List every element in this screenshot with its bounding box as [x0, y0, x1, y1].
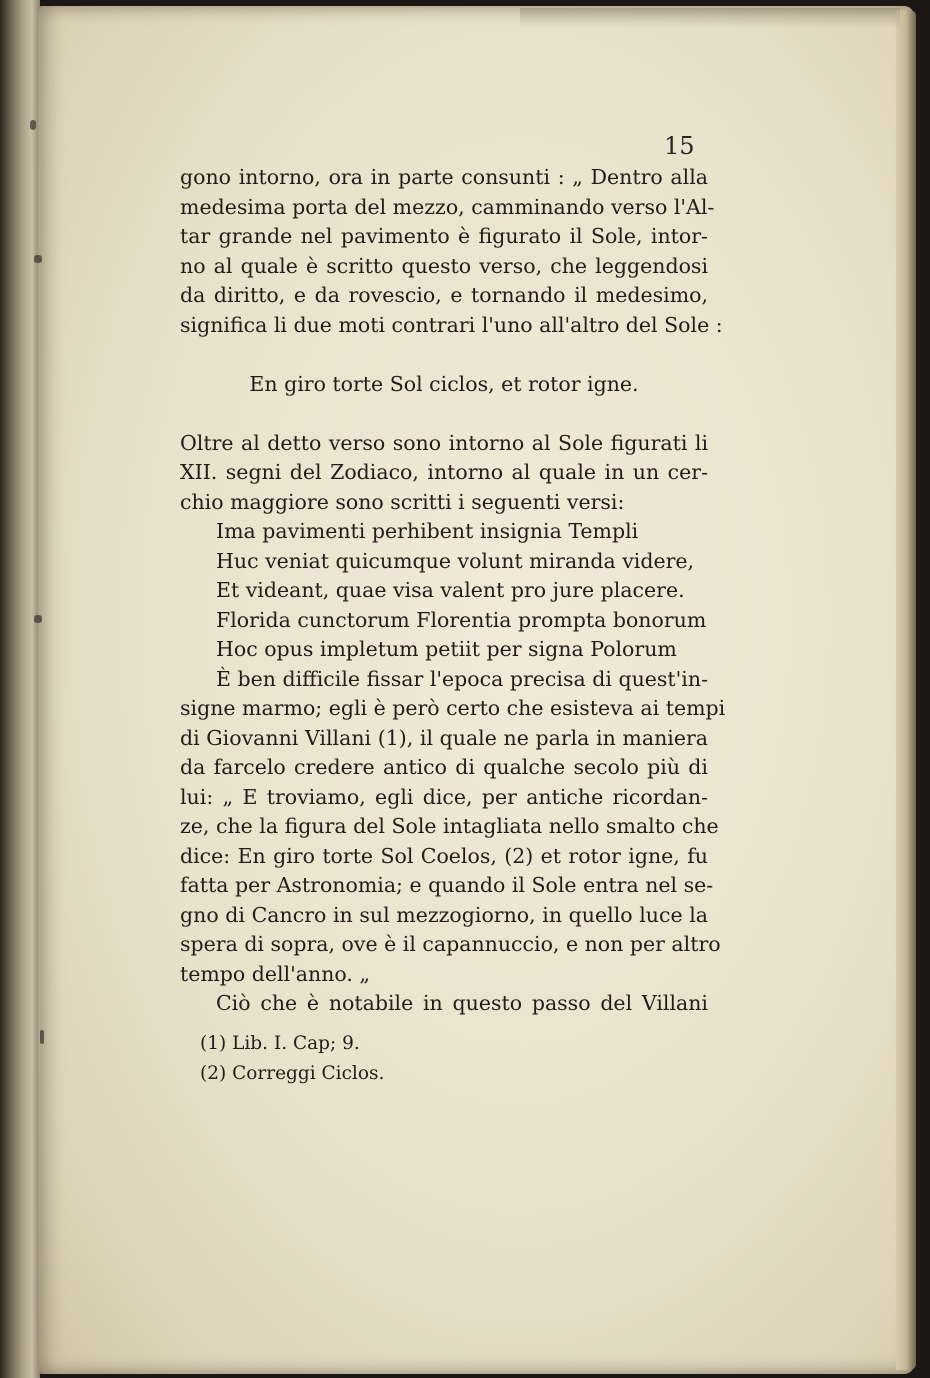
text-line: signe marmo; egli è però certo che esisteva ai tempi	[180, 696, 726, 720]
text-line: spera di sopra, ove è il capannuccio, e non per altro	[180, 932, 721, 956]
page-stain	[520, 8, 900, 28]
text-line: medesima porta del mezzo, camminando verso l'Al-	[180, 194, 715, 219]
text-line: chio maggiore sono scritti i seguenti versi:	[180, 489, 625, 514]
text-line: Ciò che è notabile in questo passo del Villani	[216, 991, 708, 1015]
text-line: dice: En giro torte Sol Coelos, (2) et rotor igne, fu	[180, 843, 708, 868]
verse-line: Hoc opus impletum petiit per signa Polorum	[216, 637, 677, 661]
quoted-verse: En giro torte Sol ciclos, et rotor igne.	[249, 371, 639, 396]
page-number: 15	[664, 132, 695, 160]
left-page-edge	[0, 0, 40, 1378]
text-line: tar grande nel pavimento è figurato il Sole, intor-	[180, 224, 708, 248]
text-line: lui: „ E troviamo, egli dice, per antiche ricordan-	[180, 784, 708, 809]
footnote: (2) Correggi Ciclos.	[200, 1063, 385, 1084]
verse-line: Ima pavimenti perhibent insignia Templi	[216, 519, 639, 543]
text-line: no al quale è scritto questo verso, che leggendosi	[180, 253, 708, 278]
binding-mark	[40, 1030, 44, 1044]
verse-line: Et videant, quae visa valent pro jure placere.	[216, 578, 685, 602]
verse-line: Huc veniat quicumque volunt miranda videre,	[216, 548, 695, 573]
binding-mark	[30, 120, 36, 130]
blank-line	[180, 399, 708, 429]
footnotes	[200, 1029, 384, 1089]
text-line: da farcelo credere antico di qualche secolo più di	[180, 755, 708, 779]
binding-mark	[34, 615, 42, 623]
blank-line	[180, 340, 708, 370]
footnote: (1) Lib. I. Cap; 9.	[200, 1033, 360, 1054]
text-line: significa li due moti contrari l'uno all'altro del Sole :	[180, 312, 723, 337]
text-line: di Giovanni Villani (1), il quale ne parla in maniera	[180, 725, 708, 750]
text-line: XII. segni del Zodiaco, intorno al quale in un cer-	[180, 460, 708, 484]
binding-mark	[34, 255, 42, 263]
text-line: tempo dell'anno. „	[180, 961, 371, 986]
text-line: gno di Cancro in sul mezzogiorno, in quello luce la	[180, 902, 708, 927]
text-line: da diritto, e da rovescio, e tornando il medesimo,	[180, 283, 708, 307]
text-line: gono intorno, ora in parte consunti : „ Dentro alla	[180, 165, 708, 189]
verse-line: Florida cunctorum Florentia prompta bonorum	[216, 607, 707, 632]
body-text	[180, 163, 726, 1019]
text-line: fatta per Astronomia; e quando il Sole entra nel se-	[180, 873, 714, 897]
text-line: ze, che la figura del Sole intagliata nello smalto che	[180, 814, 719, 838]
text-line: Oltre al detto verso sono intorno al Sole figurati li	[180, 430, 708, 455]
right-page-edge	[896, 10, 916, 1370]
text-line: È ben difficile fissar l'epoca precisa di quest'in-	[216, 666, 708, 691]
